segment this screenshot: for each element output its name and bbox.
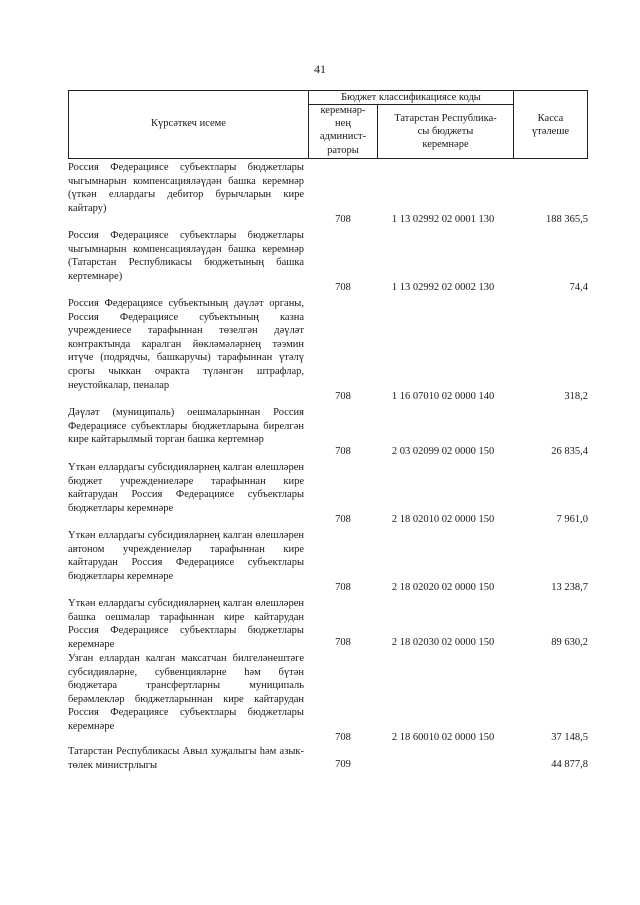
row-amount: 89 630,2 [551, 637, 588, 648]
row-amount: 26 835,4 [551, 446, 588, 457]
row-code: 2 03 02099 02 0000 150 [391, 446, 495, 457]
row-admin: 708 [335, 582, 351, 593]
row-admin: 708 [335, 732, 351, 743]
header-right-border [587, 90, 588, 159]
row-code: 2 18 60010 02 0000 150 [391, 732, 495, 743]
row-name: Узган еллардан калган максатчан билгеләнештәге субсидияләрне, субвенцияләрне һәм бүтән бюджетара трансфертларны муниципаль берәмлекләр бюджетларыннан кире кайтарудан Россия Федерациясе субъектлары бюджетлары керемнәре [68, 653, 304, 732]
table-row [68, 406, 588, 461]
header-bottom-border [68, 158, 588, 159]
row-code: 1 13 02992 02 0002 130 [391, 282, 495, 293]
table-row [68, 597, 588, 652]
row-name: Дәүләт (муниципаль) оешмаларыннан Россия Федерациясе субъектлары бюджетларына бирелгән кире кайтарылмый торган башка кертемнәр [68, 407, 304, 446]
row-amount: 37 148,5 [551, 732, 588, 743]
header-indicator: Күрсәткеч исеме [151, 118, 226, 129]
row-name: Татарстан Республикасы Авыл хуҗалыгы һәм азык-төлек министрлыгы [68, 746, 304, 771]
row-admin: 708 [335, 446, 351, 457]
row-amount: 7 961,0 [556, 514, 588, 525]
row-admin: 708 [335, 391, 351, 402]
header-tatarstan: Татарстан Республика- сы бюджеты керемнәре [394, 113, 497, 150]
header-classification: Бюджет классификациясе коды [341, 92, 481, 103]
header-admin: керемнәр- нең админист- раторы [319, 105, 367, 156]
row-code: 1 16 07010 02 0000 140 [391, 391, 495, 402]
table-row [68, 229, 588, 297]
table-row [68, 461, 588, 529]
row-code: 2 18 02010 02 0000 150 [391, 514, 495, 525]
page-number: 41 [314, 62, 326, 76]
row-name: Россия Федерациясе субъектлары бюджетлары чыгымнарын компенсацияләүдән башка керемнәр (үткән еллардагы дебитор бурычларын кире кайтару) [68, 162, 304, 214]
row-code: 2 18 02020 02 0000 150 [391, 582, 495, 593]
row-name: Россия Федерациясе субъектының дәүләт органы, Россия Федерациясе субъектының казна учреждениесе тарафыннан төзелгән дәүләт контрактында каралган йөкләмәләрнең тәэмин итүче (подрядчы, башкаручы) тарафыннан үтәлү срогы чыккан очракта түләнгән штрафлар, неустойкалар, пеналар [68, 298, 304, 391]
table-row [68, 745, 588, 775]
row-admin: 708 [335, 282, 351, 293]
row-admin: 708 [335, 214, 351, 225]
row-name: Үткән еллардагы субсидияләрнең калган өлешләрен бюджет учреждениеләре тарафыннан кире кайтарудан Россия Федерациясе субъектлары бюджетлары керемнәре [68, 462, 304, 514]
row-amount: 44 877,8 [551, 759, 588, 770]
row-name: Үткән еллардагы субсидияләрнең калган өлешләрен автоном учреждениеләр тарафыннан кире кайтарудан Россия Федерациясе субъектлары бюджетлары керемнәре [68, 530, 304, 582]
row-amount: 74,4 [569, 282, 588, 293]
table-row [68, 652, 588, 747]
row-amount: 13 238,7 [551, 582, 588, 593]
row-admin: 708 [335, 514, 351, 525]
row-amount: 188 365,5 [546, 214, 588, 225]
row-code: 2 18 02030 02 0000 150 [391, 637, 495, 648]
row-name: Россия Федерациясе субъектлары бюджетлары чыгымнарын компенсацияләүдән башка керемнәр (Татарстан Республикасы бюджетының башка кертемнәре) [68, 230, 304, 282]
row-code: 1 13 02992 02 0001 130 [391, 214, 495, 225]
header-cash: Касса үтәлеше [531, 113, 570, 137]
row-name: Үткән еллардагы субсидияләрнең калган өлешләрен башка оешмалар тарафыннан кире кайтарудан Россия Федерациясе субъектлары бюджетлары керемнәре [68, 598, 304, 650]
table-row [68, 297, 588, 406]
table-row [68, 529, 588, 597]
table-row [68, 161, 588, 229]
row-admin: 708 [335, 637, 351, 648]
row-amount: 318,2 [564, 391, 588, 402]
row-admin: 709 [335, 759, 351, 770]
